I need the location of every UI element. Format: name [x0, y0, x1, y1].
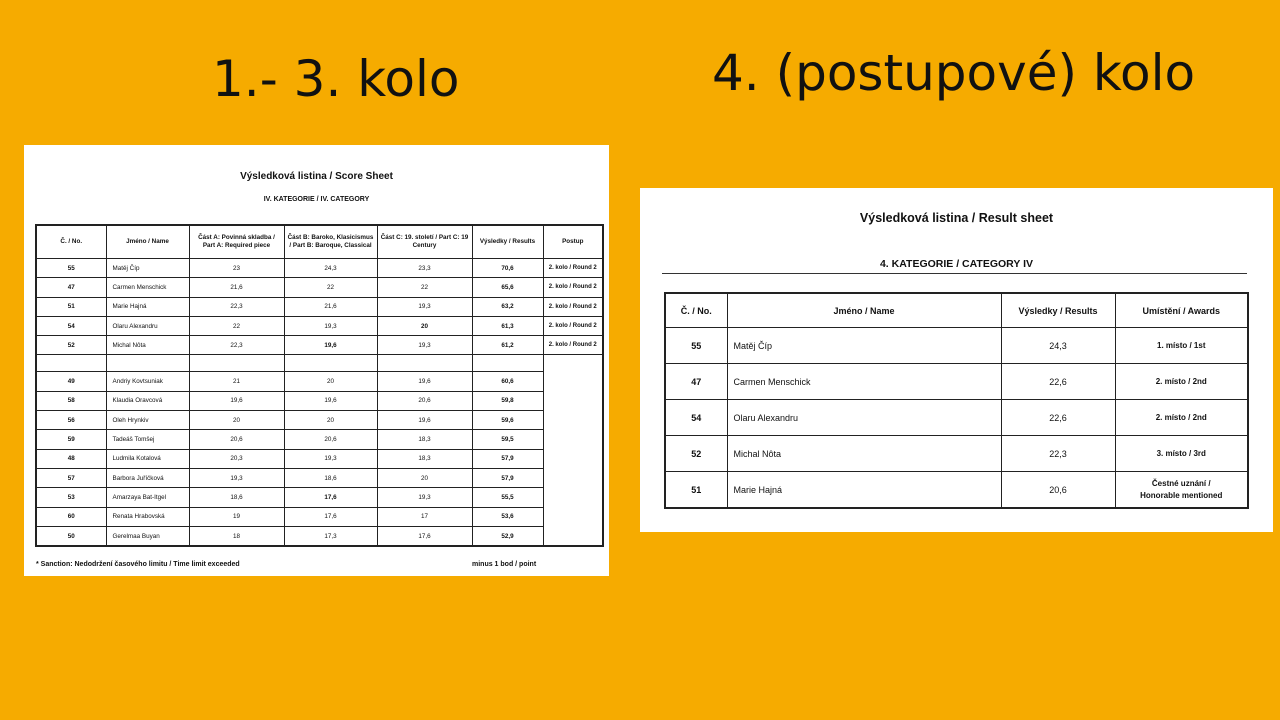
empty-cell [106, 355, 189, 372]
table-row [36, 278, 603, 297]
table-row [36, 297, 603, 316]
table-row [36, 411, 603, 430]
cell-part-c: 22 [377, 278, 472, 297]
cell-part-b: 19,3 [284, 449, 377, 468]
cell-result: 59,8 [472, 391, 543, 410]
cell-result: 53,6 [472, 507, 543, 526]
table-row [36, 391, 603, 410]
cell-name: Carmen Menschick [106, 278, 189, 297]
column-header: Postup [543, 225, 603, 259]
cell-result: 61,2 [472, 336, 543, 355]
result-table [664, 292, 1249, 509]
cell-part-a: 19,3 [189, 468, 284, 487]
empty-cell [543, 488, 603, 507]
cell-result: 57,9 [472, 468, 543, 487]
cell-part-b: 19,6 [284, 391, 377, 410]
heading-round-4: 4. (postupové) kolo [712, 44, 1196, 102]
cell-result: 24,3 [1001, 328, 1115, 364]
cell-part-a: 18 [189, 526, 284, 546]
cell-part-a: 23 [189, 259, 284, 278]
table-header-row [665, 293, 1248, 328]
cell-name: Amarzaya Bat-Itgel [106, 488, 189, 507]
cell-award: 1. místo / 1st [1115, 328, 1248, 364]
column-header: Umístění / Awards [1115, 293, 1248, 328]
result-sheet [640, 188, 1273, 532]
cell-name: Andriy Kovtsuniak [106, 372, 189, 391]
cell-number: 54 [665, 400, 727, 436]
cell-result: 61,3 [472, 316, 543, 335]
empty-cell [284, 355, 377, 372]
cell-number: 54 [36, 316, 106, 335]
spacer-row [36, 355, 603, 372]
cell-part-c: 20 [377, 316, 472, 335]
cell-number: 50 [36, 526, 106, 546]
cell-postup: 2. kolo / Round 2 [543, 316, 603, 335]
table-row [36, 259, 603, 278]
empty-cell [377, 355, 472, 372]
cell-number: 49 [36, 372, 106, 391]
cell-result: 59,6 [472, 411, 543, 430]
cell-part-b: 17,6 [284, 507, 377, 526]
cell-name: Matěj Číp [727, 328, 1001, 364]
cell-name: Gerelmaa Buyan [106, 526, 189, 546]
cell-part-a: 22 [189, 316, 284, 335]
cell-name: Klaudia Oravcová [106, 391, 189, 410]
cell-part-b: 17,6 [284, 488, 377, 507]
cell-name: Michal Nôta [106, 336, 189, 355]
cell-name: Marie Hajná [727, 472, 1001, 509]
cell-part-a: 19,6 [189, 391, 284, 410]
cell-award: Čestné uznání / Honorable mentioned [1115, 472, 1248, 509]
table-row [36, 430, 603, 449]
column-header: Výsledky / Results [1001, 293, 1115, 328]
cell-result: 57,9 [472, 449, 543, 468]
column-header: Část C: 19. století / Part C: 19 Century [377, 225, 472, 259]
cell-part-c: 19,3 [377, 336, 472, 355]
cell-part-b: 19,6 [284, 336, 377, 355]
cell-number: 52 [665, 436, 727, 472]
cell-number: 52 [36, 336, 106, 355]
sanction-penalty: minus 1 bod / point [472, 561, 537, 568]
cell-result: 22,6 [1001, 364, 1115, 400]
cell-part-b: 20 [284, 372, 377, 391]
cell-name: Carmen Menschick [727, 364, 1001, 400]
table-row [36, 449, 603, 468]
score-sheet [24, 145, 609, 576]
empty-cell [543, 355, 603, 372]
cell-number: 60 [36, 507, 106, 526]
cell-part-a: 19 [189, 507, 284, 526]
cell-number: 47 [36, 278, 106, 297]
cell-name: Ludmila Kotalová [106, 449, 189, 468]
cell-number: 57 [36, 468, 106, 487]
cell-part-a: 22,3 [189, 336, 284, 355]
cell-result: 22,6 [1001, 400, 1115, 436]
cell-part-c: 18,3 [377, 430, 472, 449]
cell-number: 56 [36, 411, 106, 430]
table-row [665, 436, 1248, 472]
score-sheet-subtitle: IV. KATEGORIE / IV. CATEGORY [263, 196, 370, 203]
cell-part-a: 20,6 [189, 430, 284, 449]
cell-result: 20,6 [1001, 472, 1115, 509]
cell-part-c: 19,3 [377, 297, 472, 316]
cell-result: 22,3 [1001, 436, 1115, 472]
empty-cell [543, 526, 603, 546]
sanction-note: * Sanction: Nedodržení časového limitu / Time limit exceeded [36, 561, 240, 568]
cell-part-c: 17,6 [377, 526, 472, 546]
cell-result: 55,5 [472, 488, 543, 507]
cell-name: Marie Hajná [106, 297, 189, 316]
cell-number: 51 [36, 297, 106, 316]
score-sheet-title: Výsledková listina / Score Sheet [240, 171, 393, 182]
table-row [36, 316, 603, 335]
cell-part-c: 19,3 [377, 488, 472, 507]
empty-cell [543, 430, 603, 449]
cell-name: Tadeáš Tomšej [106, 430, 189, 449]
cell-number: 55 [36, 259, 106, 278]
cell-part-b: 24,3 [284, 259, 377, 278]
cell-number: 58 [36, 391, 106, 410]
cell-part-b: 20 [284, 411, 377, 430]
heading-rounds-1-3: 1.- 3. kolo [212, 50, 460, 108]
table-row [665, 400, 1248, 436]
cell-result: 52,9 [472, 526, 543, 546]
cell-result: 70,6 [472, 259, 543, 278]
cell-result: 60,6 [472, 372, 543, 391]
cell-part-a: 20 [189, 411, 284, 430]
cell-part-a: 21,6 [189, 278, 284, 297]
cell-part-b: 18,6 [284, 468, 377, 487]
table-header-row [36, 225, 603, 259]
table-row [36, 507, 603, 526]
column-header: Č. / No. [665, 293, 727, 328]
cell-number: 59 [36, 430, 106, 449]
cell-postup: 2. kolo / Round 2 [543, 278, 603, 297]
column-header: Jméno / Name [727, 293, 1001, 328]
table-row [36, 372, 603, 391]
cell-postup: 2. kolo / Round 2 [543, 336, 603, 355]
empty-cell [472, 355, 543, 372]
column-header: Část A: Povinná skladba / Part A: Required piece [189, 225, 284, 259]
cell-part-a: 22,3 [189, 297, 284, 316]
cell-award: 3. místo / 3rd [1115, 436, 1248, 472]
cell-part-c: 17 [377, 507, 472, 526]
cell-part-b: 19,3 [284, 316, 377, 335]
cell-result: 59,5 [472, 430, 543, 449]
cell-award: 2. místo / 2nd [1115, 364, 1248, 400]
column-header: Č. / No. [36, 225, 106, 259]
cell-result: 65,6 [472, 278, 543, 297]
cell-postup: 2. kolo / Round 2 [543, 297, 603, 316]
empty-cell [543, 372, 603, 391]
cell-name: Olaru Alexandru [727, 400, 1001, 436]
empty-cell [543, 391, 603, 410]
cell-number: 55 [665, 328, 727, 364]
empty-cell [36, 355, 106, 372]
cell-number: 47 [665, 364, 727, 400]
table-row [36, 488, 603, 507]
cell-part-a: 21 [189, 372, 284, 391]
cell-number: 53 [36, 488, 106, 507]
cell-part-c: 19,6 [377, 372, 472, 391]
cell-number: 51 [665, 472, 727, 509]
cell-number: 48 [36, 449, 106, 468]
empty-cell [543, 507, 603, 526]
cell-part-c: 19,6 [377, 411, 472, 430]
empty-cell [189, 355, 284, 372]
table-row [665, 472, 1248, 509]
cell-postup: 2. kolo / Round 2 [543, 259, 603, 278]
cell-part-c: 20,6 [377, 391, 472, 410]
score-table [35, 224, 604, 547]
divider [662, 273, 1247, 274]
cell-name: Michal Nôta [727, 436, 1001, 472]
cell-part-b: 21,6 [284, 297, 377, 316]
cell-part-a: 18,6 [189, 488, 284, 507]
cell-name: Barbora Juříčková [106, 468, 189, 487]
column-header: Část B: Baroko, Klasicismus / Part B: Baroque, Classical [284, 225, 377, 259]
cell-result: 63,2 [472, 297, 543, 316]
column-header: Jméno / Name [106, 225, 189, 259]
empty-cell [543, 449, 603, 468]
cell-name: Renata Hrabovská [106, 507, 189, 526]
column-header: Výsledky / Results [472, 225, 543, 259]
cell-name: Oleh Hrynkiv [106, 411, 189, 430]
cell-part-c: 23,3 [377, 259, 472, 278]
cell-award: 2. místo / 2nd [1115, 400, 1248, 436]
cell-part-c: 20 [377, 468, 472, 487]
table-row [36, 468, 603, 487]
table-row [665, 328, 1248, 364]
cell-name: Olaru Alexandru [106, 316, 189, 335]
cell-part-b: 17,3 [284, 526, 377, 546]
table-row [665, 364, 1248, 400]
result-sheet-title: Výsledková listina / Result sheet [859, 211, 1054, 225]
empty-cell [543, 411, 603, 430]
cell-part-a: 20,3 [189, 449, 284, 468]
cell-part-c: 18,3 [377, 449, 472, 468]
table-row [36, 336, 603, 355]
cell-part-b: 22 [284, 278, 377, 297]
result-sheet-subtitle: 4. KATEGORIE / CATEGORY IV [879, 258, 1034, 270]
empty-cell [543, 468, 603, 487]
table-row [36, 526, 603, 546]
cell-part-b: 20,6 [284, 430, 377, 449]
cell-name: Matěj Číp [106, 259, 189, 278]
